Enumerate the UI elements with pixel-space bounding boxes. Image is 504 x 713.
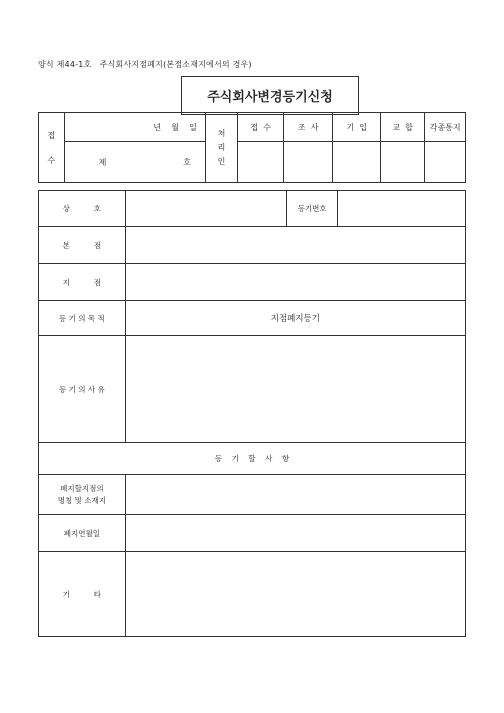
step-receipt: 접 수 xyxy=(238,113,284,142)
stamp-notice[interactable] xyxy=(425,142,466,183)
step-review: 조 사 xyxy=(284,113,333,142)
form-id: 양식 제44-1호 xyxy=(38,60,92,69)
form-subtitle: 주식회사지점폐지(본점소재지에서의 경우) xyxy=(99,60,252,69)
head-office-label: 본 점 xyxy=(39,227,126,264)
step-notice: 각종통지 xyxy=(425,113,466,142)
processing-label: 처 리 인 xyxy=(205,113,237,183)
form-header xyxy=(38,59,252,70)
stamp-review[interactable] xyxy=(284,142,333,183)
closing-branch-field[interactable] xyxy=(125,475,465,515)
closing-branch-label-line2: 명칭 및 소재지 xyxy=(57,495,106,505)
receipt-side-label xyxy=(39,113,65,183)
stamp-entry[interactable] xyxy=(333,142,381,183)
step-entry: 기 입 xyxy=(333,113,381,142)
reg-no-label: 등기번호 xyxy=(287,191,338,227)
receipt-side-bottom: 수 xyxy=(47,155,56,165)
receipt-date-label: 년 월 일 xyxy=(64,113,205,142)
stamp-receipt[interactable] xyxy=(238,142,284,183)
matters-heading: 등 기 할 사 항 xyxy=(39,443,466,475)
receipt-number-right: 호 xyxy=(183,157,191,167)
closing-branch-label xyxy=(39,475,126,515)
document-title: 주식회사변경등기신청 xyxy=(181,76,359,115)
purpose-label: 등 기 의 목 적 xyxy=(39,301,126,336)
application-table xyxy=(38,190,466,637)
other-field[interactable] xyxy=(125,552,465,637)
receipt-number-cell xyxy=(64,142,205,183)
trade-name-field[interactable] xyxy=(125,191,287,227)
purpose-value[interactable]: 지점폐지등기 xyxy=(125,301,465,336)
closing-date-label: 폐지연월일 xyxy=(39,515,126,552)
step-check: 교 합 xyxy=(381,113,425,142)
other-label: 기 타 xyxy=(39,552,126,637)
stamp-check[interactable] xyxy=(381,142,425,183)
cause-label: 등 기 의 사 유 xyxy=(39,336,126,443)
closing-branch-label-line1: 폐지할지점의 xyxy=(60,483,104,493)
receipt-number-left: 제 xyxy=(98,157,107,167)
cause-field[interactable] xyxy=(125,336,465,443)
receipt-side-top: 접 xyxy=(47,130,56,140)
branch-label: 지 점 xyxy=(39,264,126,301)
trade-name-label: 상 호 xyxy=(39,191,126,227)
reg-no-field[interactable] xyxy=(338,191,466,227)
closing-date-field[interactable] xyxy=(125,515,465,552)
branch-field[interactable] xyxy=(125,264,465,301)
receipt-table xyxy=(38,112,466,183)
head-office-field[interactable] xyxy=(125,227,465,264)
